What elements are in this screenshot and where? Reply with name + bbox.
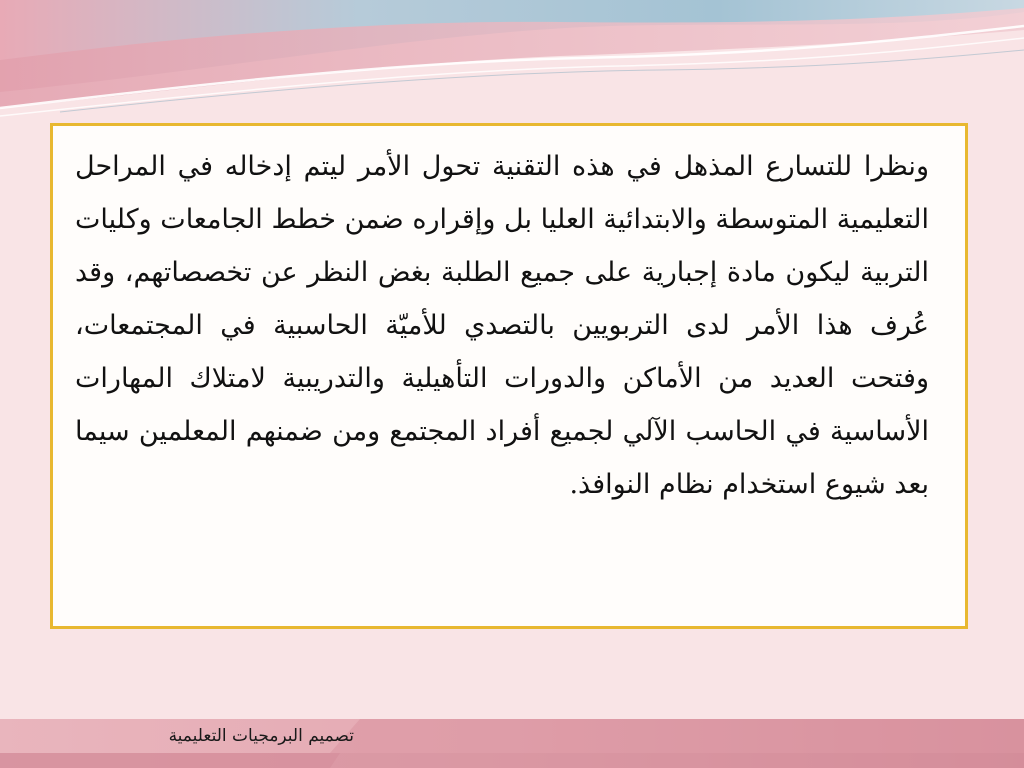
content-box: [50, 123, 968, 629]
top-wave-decoration: [0, 0, 1024, 130]
footer-title: تصميم البرمجيات التعليمية: [168, 726, 354, 746]
body-paragraph: ونظرا للتسارع المذهل في هذه التقنية تحول الأمر ليتم إدخاله في المراحل التعليمية المتوسطة والابتدائية العليا بل وإقراره ضمن خطط الجامعات وكليات التربية ليكون مادة إجبارية على جميع الطلبة بغض النظر عن تخصصاتهم، وقد عُرف هذا الأمر لدى التربويين بالتصدي للأميّة الحاسبية في المجتمعات، وفتحت العديد من الأماكن والدورات التأهيلية والتدريبية لامتلاك المهارات الأساسية في الحاسب الآلي لجميع أفراد المجتمع ومن ضمنهم المعلمين سيما بعد شيوع استخدام نظام النوافذ.: [75, 151, 929, 500]
